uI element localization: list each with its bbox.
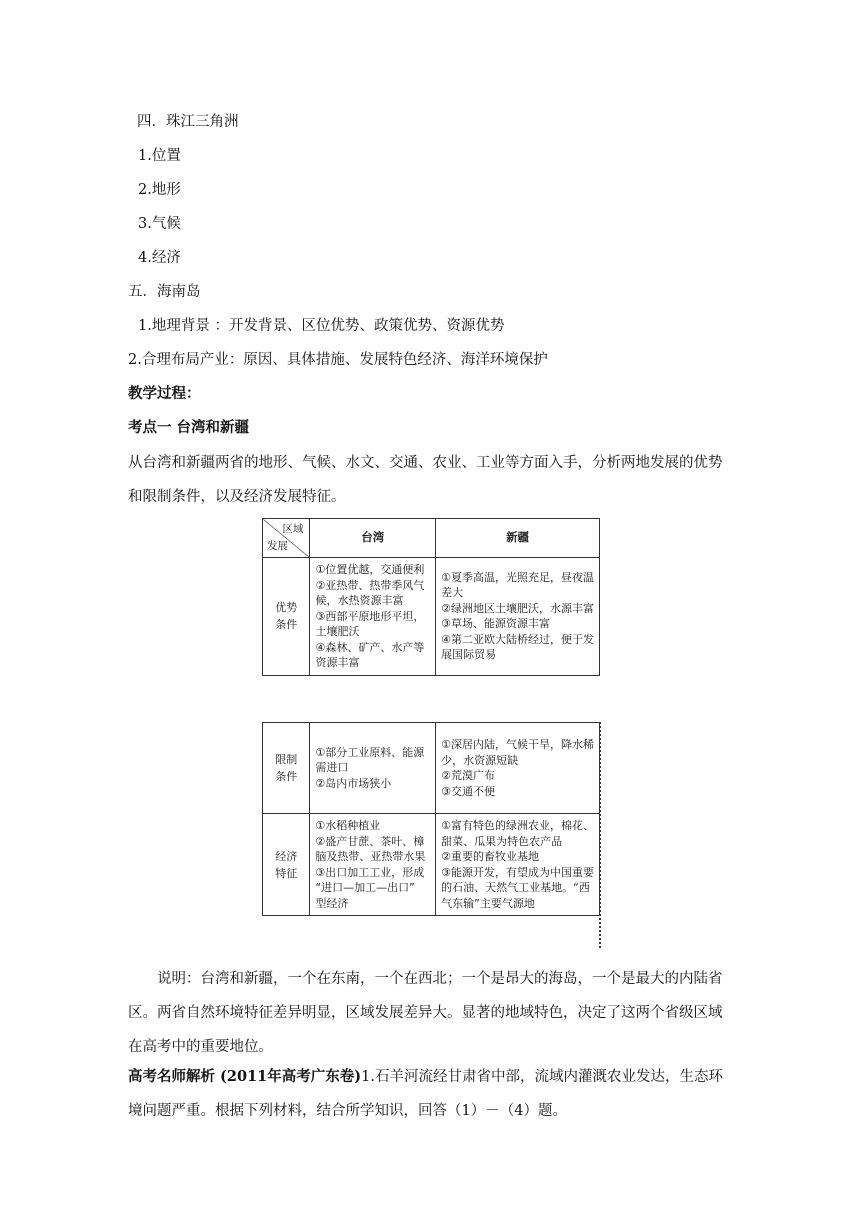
row-label-economy: 经济 特征 — [263, 814, 310, 916]
table-row — [263, 558, 600, 676]
row-label-limits: 限制 条件 — [263, 723, 310, 814]
comparison-table-top — [262, 518, 600, 676]
section5-title: 五．海南岛 — [128, 284, 201, 300]
teaching-heading: 教学过程： — [128, 385, 201, 402]
section4-item-climate: 3.气候 — [138, 216, 181, 232]
header-taiwan: 台湾 — [310, 519, 436, 558]
section5-item-industry: 2.合理布局产业：原因、具体措施、发展特色经济、海洋环境保护 — [128, 352, 548, 368]
cell-taiwan-limits: ①部分工业原料、能源 需进口 ②岛内市场狭小 — [310, 723, 436, 814]
section4-item-location: 1.位置 — [138, 148, 181, 164]
exam-source-label: 高考名师解析 (2011年高考广东卷) — [128, 1068, 362, 1085]
row-label-advantages: 优势 条件 — [263, 558, 310, 676]
exam-question-text: 1.石羊河流经甘肃省中部，流域内灌溉农业发达，生态环境问题严重。根据下列材料，结合所学知识，回答（1）－（4）题。 — [128, 1069, 723, 1119]
cell-xinjiang-economy: ①富有特色的绿洲农业，棉花、 甜菜、瓜果为特色农产品 ②重要的畜牧业基地 ③能源开发，有望成为中国重要 的石油、天然气工业基地。“西 气东输”主要气源地 — [436, 814, 600, 916]
cell-xinjiang-advantages: ①夏季高温，光照充足，昼夜温 差大 ②绿洲地区土壤肥沃，水源丰富 ③草场、能源资源丰富 ④第二亚欧大陆桥经过，便于发 展国际贸易 — [436, 558, 600, 676]
header-xinjiang: 新疆 — [436, 519, 600, 558]
corner-region-label: 区域 — [282, 523, 304, 535]
comparison-table-bottom — [262, 722, 600, 916]
point1-title: 考点一 台湾和新疆 — [128, 419, 250, 436]
table-header-row — [263, 519, 600, 558]
table-row — [263, 814, 600, 916]
section4-item-terrain: 2.地形 — [138, 182, 181, 198]
corner-development-label: 发展 — [267, 539, 288, 552]
section4-title: 四．珠江三角洲 — [137, 114, 239, 130]
intro-paragraph: 从台湾和新疆两省的地形、气候、水文、交通、农业、工业等方面入手，分析两地发展的优势和限制条件，以及经济发展特征。 — [128, 455, 723, 505]
section4-item-economy: 4.经济 — [138, 250, 181, 266]
cell-xinjiang-limits: ①深居内陆，气候干旱，降水稀 少，水资源短缺 ②荒漠广布 ③交通不便 — [436, 723, 600, 814]
exam-paragraph — [128, 1060, 728, 1128]
cell-taiwan-economy: ①水稻种植业 ②盛产甘蔗、茶叶、樟 脑及热带、亚热带水果 ③出口加工工业，形成 “进口—加工—出口” 型经济 — [310, 814, 436, 916]
table-row — [263, 723, 600, 814]
cell-taiwan-advantages: ①位置优越，交通便利 ②亚热带、热带季风气 候，水热资源丰富 ③西部平原地形平坦， 土壤肥沃 ④森林、矿产、水产等 资源丰富 — [310, 558, 436, 676]
section5-item-background: 1.地理背景 ：开发背景、区位优势、政策优势、资源优势 — [138, 318, 505, 334]
table-corner-cell — [263, 519, 310, 558]
table-dotted-edge — [599, 722, 601, 948]
note-paragraph: 说明：台湾和新疆，一个在东南，一个在西北；一个是昂大的海岛，一个是最大的内陆省区。两省自然环境特征差异明显，区域发展差异大。显著的地域特色，决定了这两个省级区域在高考中的重要地位。 — [128, 971, 723, 1055]
